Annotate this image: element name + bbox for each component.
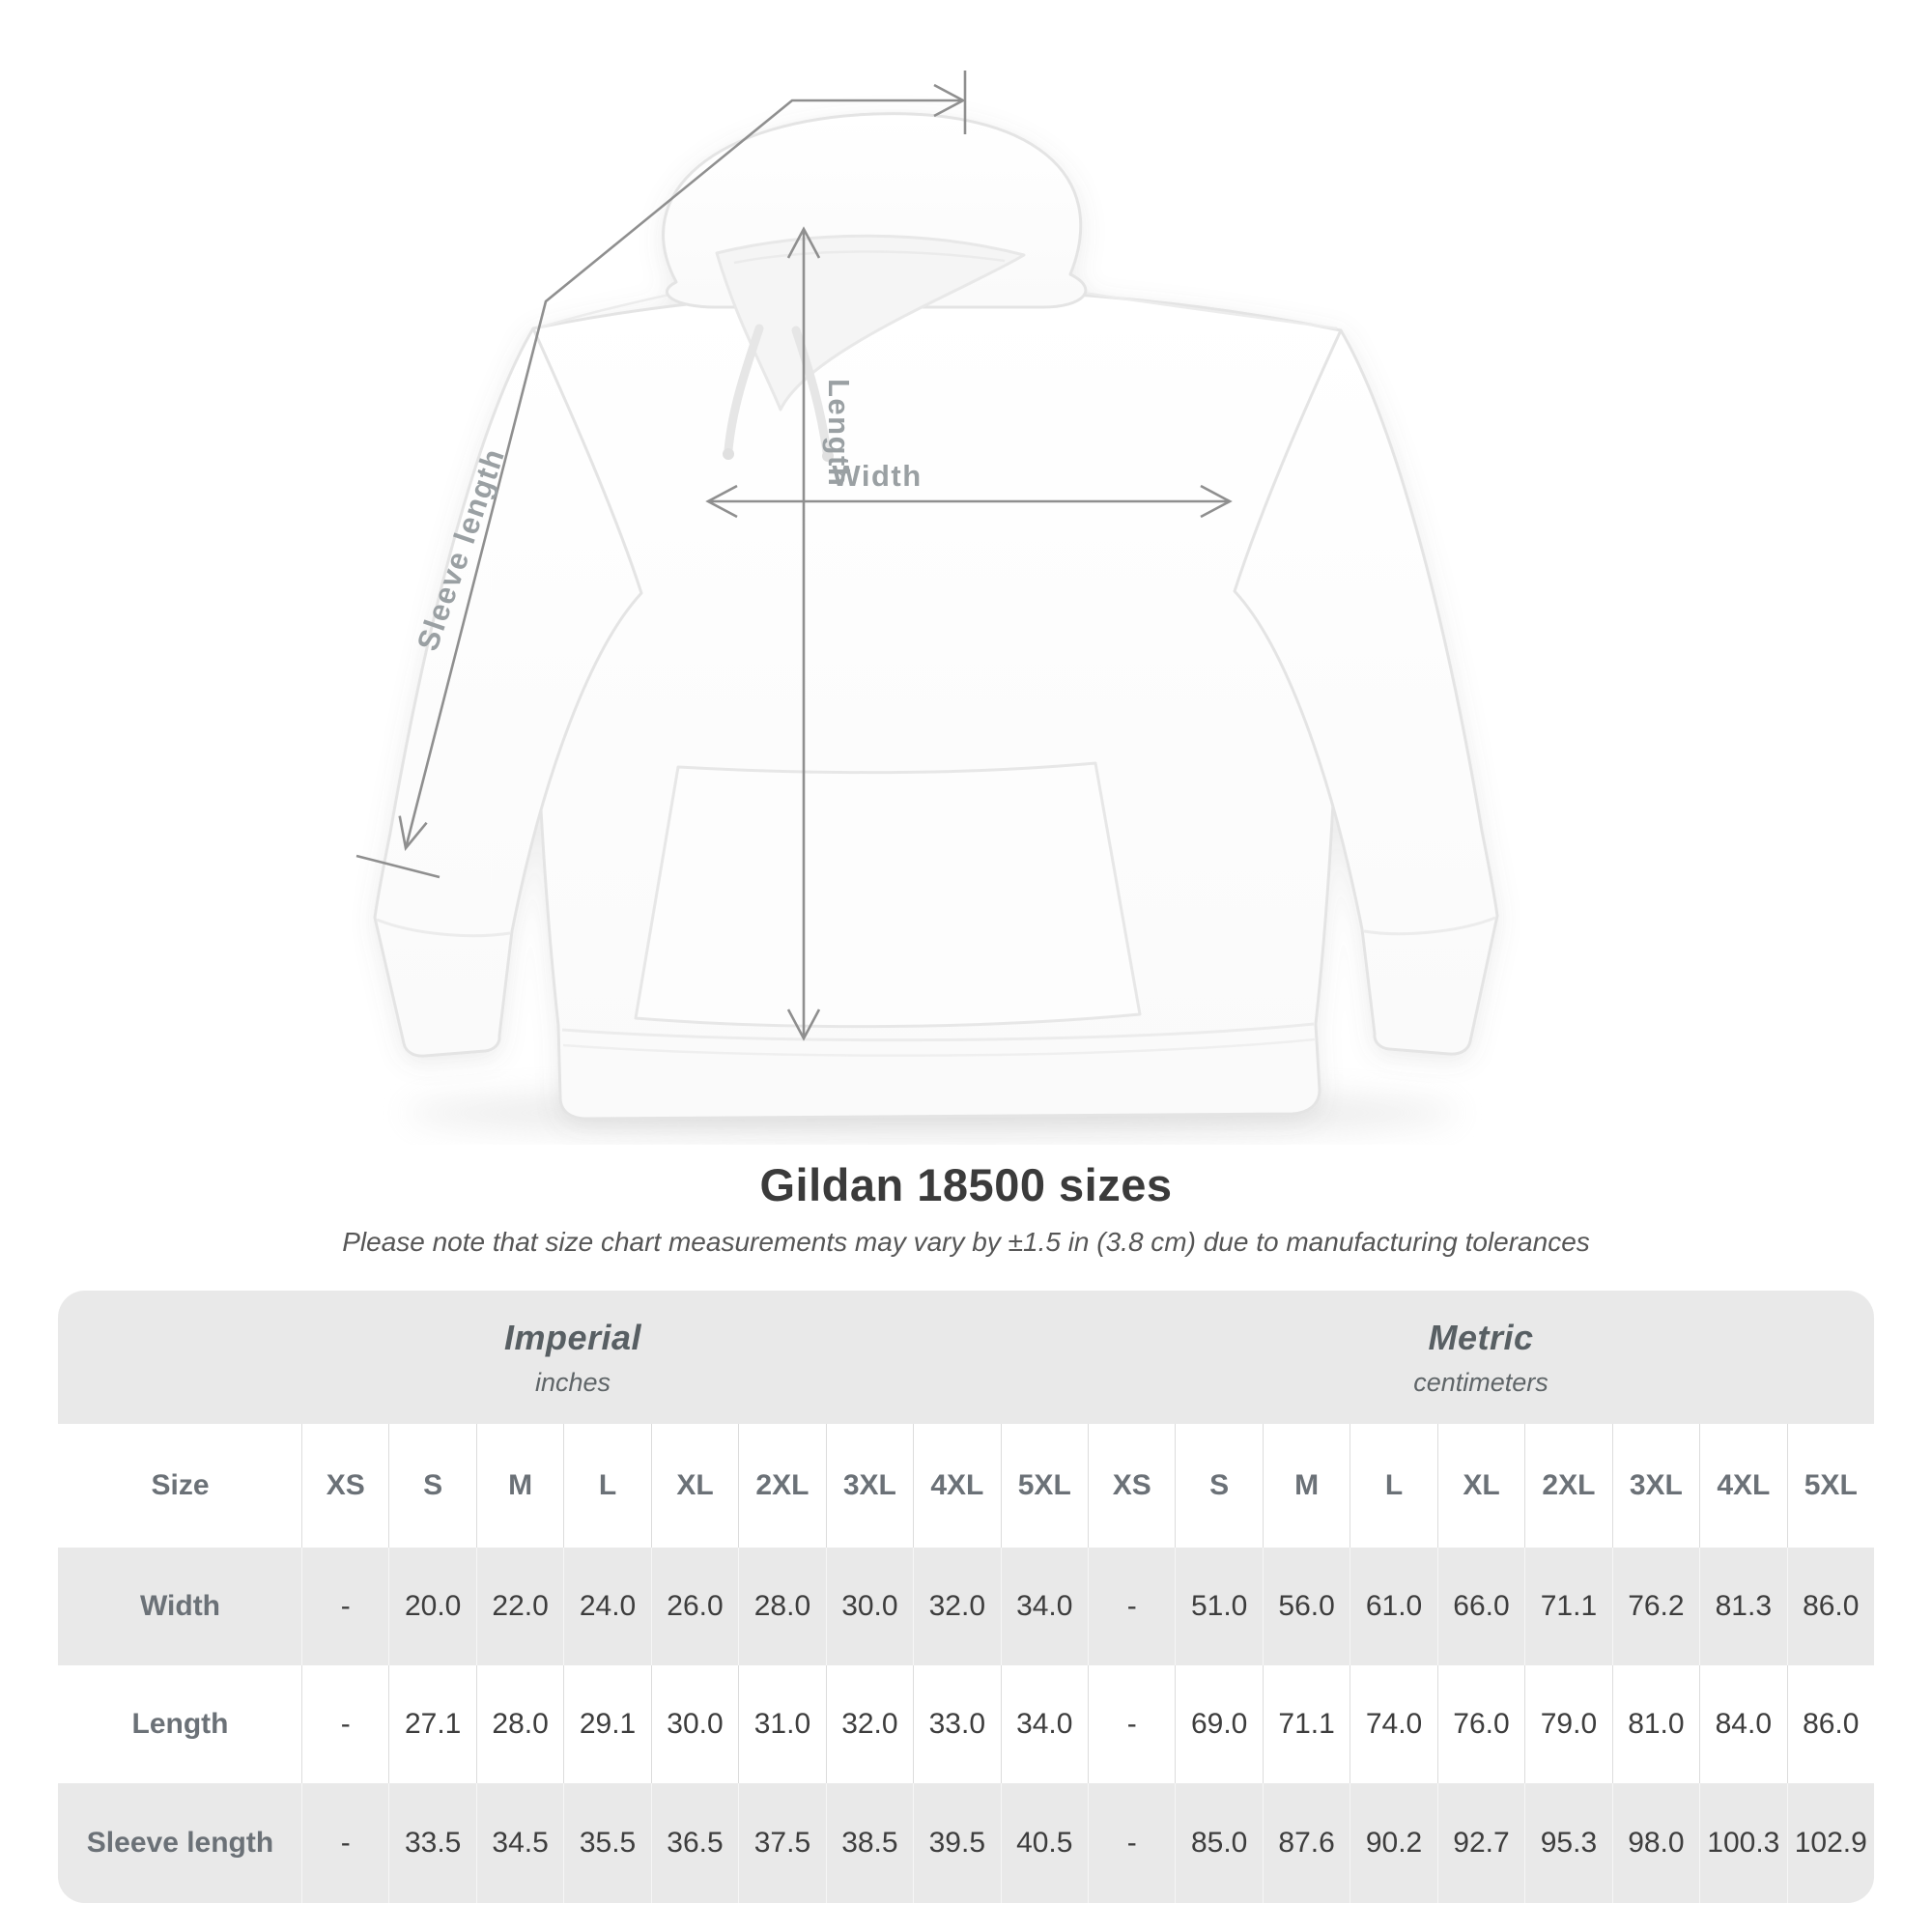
imperial-value-cell: 39.5 (913, 1783, 1000, 1903)
metric-value-cell: 92.7 (1437, 1783, 1524, 1903)
row-label: Sleeve length (58, 1783, 301, 1903)
row-label: Length (58, 1665, 301, 1783)
imperial-value-cell: 26.0 (651, 1548, 738, 1665)
metric-group-header (1088, 1318, 1874, 1398)
size-table (58, 1424, 1874, 1903)
imperial-value-cell: 36.5 (651, 1783, 738, 1903)
metric-size-header: 5XL (1787, 1424, 1874, 1548)
imperial-size-header: M (476, 1424, 563, 1548)
length-label: Length (822, 379, 856, 488)
imperial-size-header: XS (301, 1424, 388, 1548)
metric-value-cell: 51.0 (1175, 1548, 1262, 1665)
imperial-value-cell: 30.0 (651, 1665, 738, 1783)
imperial-size-header: 3XL (826, 1424, 913, 1548)
metric-value-cell: 81.0 (1612, 1665, 1699, 1783)
metric-value-cell: 71.1 (1263, 1665, 1350, 1783)
imperial-value-cell: 28.0 (738, 1548, 825, 1665)
row-label: Width (58, 1548, 301, 1665)
imperial-value-cell: 30.0 (826, 1548, 913, 1665)
metric-size-header: 3XL (1612, 1424, 1699, 1548)
imperial-value-cell: 27.1 (388, 1665, 475, 1783)
metric-size-header: L (1350, 1424, 1436, 1548)
metric-value-cell: 84.0 (1699, 1665, 1786, 1783)
imperial-size-header: 4XL (913, 1424, 1000, 1548)
imperial-value-cell: 37.5 (738, 1783, 825, 1903)
imperial-size-header: 2XL (738, 1424, 825, 1548)
imperial-label: Imperial (503, 1317, 642, 1357)
hoodie-illustration (375, 114, 1497, 1119)
metric-value-cell: 61.0 (1350, 1548, 1436, 1665)
metric-value-cell: 87.6 (1263, 1783, 1350, 1903)
page-subtitle: Please note that size chart measurements may vary by ±1.5 in (3.8 cm) due to manufacturing tolerances (342, 1227, 1590, 1257)
imperial-size-header: S (388, 1424, 475, 1548)
metric-value-cell: 86.0 (1787, 1548, 1874, 1665)
imperial-value-cell: - (301, 1548, 388, 1665)
metric-label: Metric (1428, 1317, 1534, 1357)
imperial-value-cell: 31.0 (738, 1665, 825, 1783)
page-title: Gildan 18500 sizes (759, 1159, 1173, 1210)
imperial-value-cell: 24.0 (563, 1548, 650, 1665)
imperial-value-cell: 29.1 (563, 1665, 650, 1783)
metric-value-cell: 76.0 (1437, 1665, 1524, 1783)
imperial-value-cell: 20.0 (388, 1548, 475, 1665)
imperial-value-cell: 28.0 (476, 1665, 563, 1783)
metric-value-cell: 95.3 (1524, 1783, 1611, 1903)
metric-value-cell: 76.2 (1612, 1548, 1699, 1665)
metric-value-cell: 85.0 (1175, 1783, 1262, 1903)
metric-size-header: M (1263, 1424, 1350, 1548)
imperial-value-cell: 32.0 (826, 1665, 913, 1783)
kangaroo-pocket (636, 763, 1140, 1027)
metric-size-header: S (1175, 1424, 1262, 1548)
metric-size-header: 2XL (1524, 1424, 1611, 1548)
imperial-value-cell: 34.0 (1001, 1548, 1088, 1665)
imperial-value-cell: 22.0 (476, 1548, 563, 1665)
drawstring-left-tip (723, 448, 734, 460)
metric-value-cell: 56.0 (1263, 1548, 1350, 1665)
imperial-value-cell: 38.5 (826, 1783, 913, 1903)
metric-value-cell: 102.9 (1787, 1783, 1874, 1903)
metric-value-cell: 74.0 (1350, 1665, 1436, 1783)
metric-size-header: XL (1437, 1424, 1524, 1548)
imperial-value-cell: 35.5 (563, 1783, 650, 1903)
size-table-card (58, 1291, 1874, 1903)
imperial-value-cell: 33.5 (388, 1783, 475, 1903)
imperial-value-cell: - (301, 1783, 388, 1903)
sleeve-length-label: Sleeve length (410, 443, 512, 655)
metric-value-cell: 90.2 (1350, 1783, 1436, 1903)
imperial-value-cell: 32.0 (913, 1548, 1000, 1665)
metric-value-cell: 66.0 (1437, 1548, 1524, 1665)
imperial-value-cell: 40.5 (1001, 1783, 1088, 1903)
imperial-value-cell: 33.0 (913, 1665, 1000, 1783)
metric-value-cell: 100.3 (1699, 1783, 1786, 1903)
metric-size-header: XS (1088, 1424, 1175, 1548)
imperial-value-cell: - (301, 1665, 388, 1783)
imperial-size-header: L (563, 1424, 650, 1548)
metric-value-cell: 79.0 (1524, 1665, 1611, 1783)
metric-value-cell: 98.0 (1612, 1783, 1699, 1903)
imperial-size-header: 5XL (1001, 1424, 1088, 1548)
metric-value-cell: 69.0 (1175, 1665, 1262, 1783)
metric-value-cell: - (1088, 1548, 1175, 1665)
imperial-group-header (58, 1318, 1088, 1398)
metric-value-cell: 71.1 (1524, 1548, 1611, 1665)
size-col-header: Size (58, 1424, 301, 1548)
width-label: Width (832, 459, 923, 493)
imperial-size-header: XL (651, 1424, 738, 1548)
metric-value-cell: - (1088, 1783, 1175, 1903)
imperial-value-cell: 34.5 (476, 1783, 563, 1903)
metric-value-cell: - (1088, 1665, 1175, 1783)
imperial-unit-label: inches (534, 1367, 611, 1397)
metric-value-cell: 81.3 (1699, 1548, 1786, 1665)
imperial-value-cell: 34.0 (1001, 1665, 1088, 1783)
metric-unit-label: centimeters (1413, 1367, 1548, 1397)
metric-size-header: 4XL (1699, 1424, 1786, 1548)
unit-band (58, 1291, 1874, 1424)
metric-value-cell: 86.0 (1787, 1665, 1874, 1783)
